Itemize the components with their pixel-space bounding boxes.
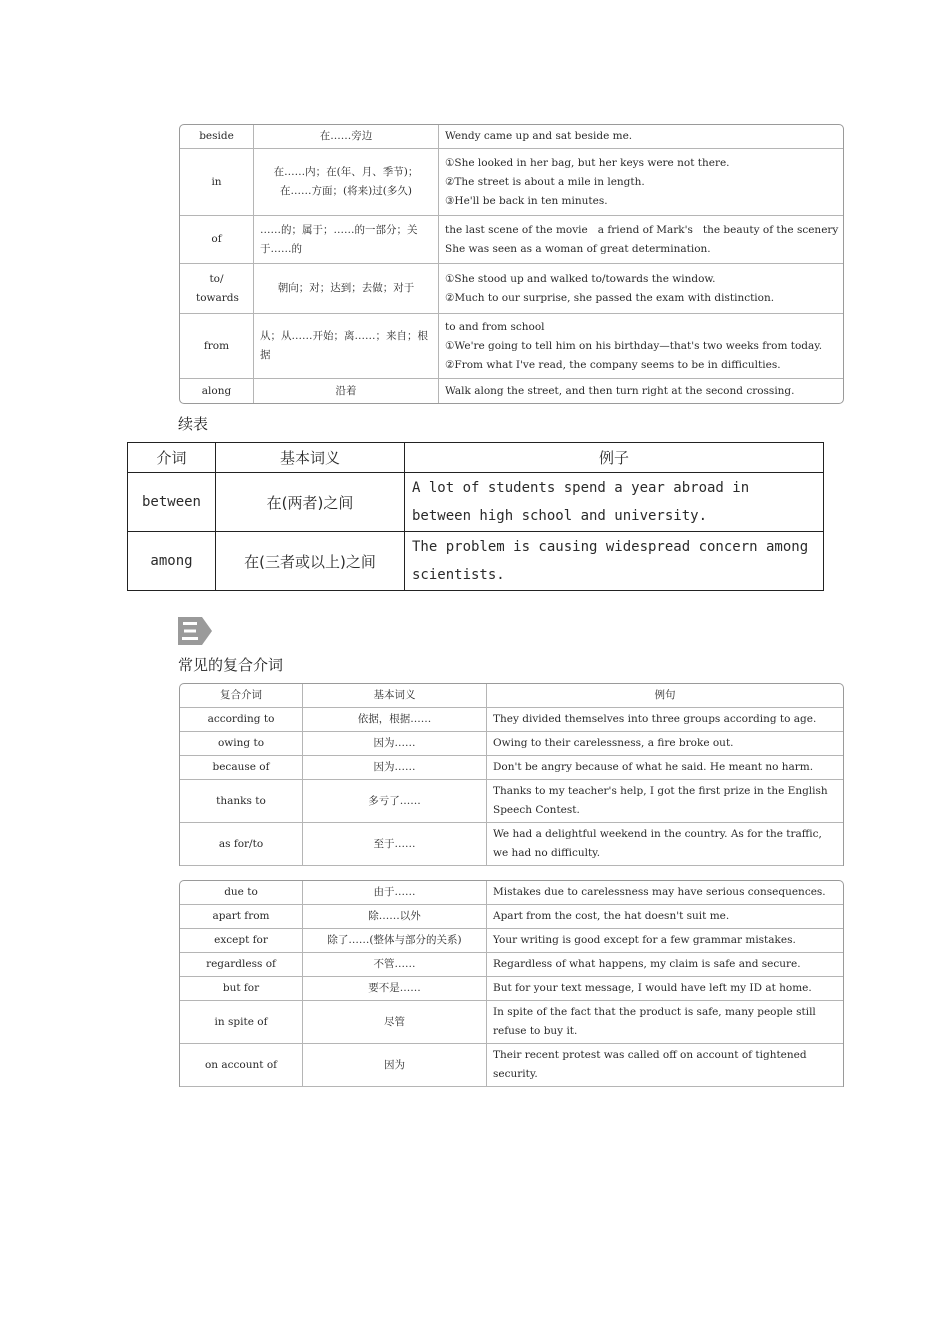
column-header: 基本词义 xyxy=(216,443,405,473)
meaning-cell: 由于…… xyxy=(303,881,487,905)
example-line: the last scene of the movie a friend of Mark's the beauty of the scenery xyxy=(445,223,839,236)
preposition-cell: regardless of xyxy=(180,953,303,977)
preposition-cell: as for/to xyxy=(180,823,303,866)
table-row xyxy=(180,125,843,149)
preposition-cell: thanks to xyxy=(180,780,303,823)
preposition-cell: owing to xyxy=(180,732,303,756)
table-row xyxy=(180,264,843,314)
preposition-cell: according to xyxy=(180,708,303,732)
meaning-cell: 因为…… xyxy=(303,732,487,756)
example-cell: Owing to their carelessness, a fire broke out. xyxy=(487,732,843,756)
example-cell: A lot of students spend a year abroad in between high school and university. xyxy=(405,473,824,532)
example-line: She was seen as a woman of great determination. xyxy=(445,242,711,255)
example-cell: But for your text message, I would have left my ID at home. xyxy=(487,977,843,1001)
table-row xyxy=(180,1001,843,1044)
table-row xyxy=(180,314,843,379)
example-cell: Thanks to my teacher's help, I got the first prize in the English Speech Contest. xyxy=(487,780,843,823)
column-header: 基本词义 xyxy=(303,684,487,708)
continued-table-label: 续表 xyxy=(178,415,209,433)
meaning-cell: 依据，根据…… xyxy=(303,708,487,732)
preposition-cell: in xyxy=(180,149,254,216)
example-cell: In spite of the fact that the product is safe, many people still refuse to buy it. xyxy=(487,1001,843,1044)
preposition-cell: due to xyxy=(180,881,303,905)
example-cell: They divided themselves into three groups according to age. xyxy=(487,708,843,732)
table-header-row xyxy=(180,684,843,708)
meaning-cell: 朝向；对；达到；去做；对于 xyxy=(254,264,439,314)
example-line: ②The street is about a mile in length. xyxy=(445,175,645,188)
table-header-row xyxy=(128,443,824,473)
example-cell: Apart from the cost, the hat doesn't suit me. xyxy=(487,905,843,929)
table-row xyxy=(180,1044,843,1087)
example-cell: Don't be angry because of what he said. He meant no harm. xyxy=(487,756,843,780)
compound-preposition-table-1 xyxy=(179,683,844,866)
meaning-cell: 在(两者)之间 xyxy=(216,473,405,532)
example-cell xyxy=(439,125,843,149)
table-row xyxy=(180,216,843,264)
meaning-cell: 要不是…… xyxy=(303,977,487,1001)
table-row xyxy=(180,756,843,780)
table-row xyxy=(180,379,843,403)
example-cell xyxy=(439,149,843,216)
preposition-cell: between xyxy=(128,473,216,532)
meaning-cell: 在……旁边 xyxy=(254,125,439,149)
meaning-cell: 因为 xyxy=(303,1044,487,1087)
table-row xyxy=(180,929,843,953)
meaning-cell: 从；从……开始；离……；来自；根据 xyxy=(254,314,439,379)
preposition-cell: but for xyxy=(180,977,303,1001)
column-header: 介词 xyxy=(128,443,216,473)
table-row xyxy=(180,953,843,977)
example-cell xyxy=(439,216,843,264)
table-row xyxy=(180,732,843,756)
meaning-cell: ……的；属于；……的一部分；关于……的 xyxy=(254,216,439,264)
section-title: 常见的复合介词 xyxy=(178,656,284,674)
table-row xyxy=(128,473,824,532)
example-line: ①We're going to tell him on his birthday—that's two weeks from today. xyxy=(445,339,823,352)
preposition-table-1 xyxy=(179,124,844,404)
preposition-cell: of xyxy=(180,216,254,264)
meaning-cell: 至于…… xyxy=(303,823,487,866)
example-cell: Their recent protest was called off on account of tightened security. xyxy=(487,1044,843,1087)
section-number-three-icon xyxy=(178,617,212,645)
table-row xyxy=(180,149,843,216)
example-cell: Mistakes due to carelessness may have serious consequences. xyxy=(487,881,843,905)
example-cell xyxy=(439,379,843,403)
meaning-cell: 不管…… xyxy=(303,953,487,977)
preposition-cell: except for xyxy=(180,929,303,953)
preposition-cell: beside xyxy=(180,125,254,149)
table-row xyxy=(180,881,843,905)
preposition-cell: from xyxy=(180,314,254,379)
table-row xyxy=(180,905,843,929)
example-line: Walk along the street, and then turn right at the second crossing. xyxy=(445,384,795,397)
example-cell: Your writing is good except for a few grammar mistakes. xyxy=(487,929,843,953)
table-row xyxy=(180,708,843,732)
preposition-cell: on account of xyxy=(180,1044,303,1087)
meaning-cell: 除……以外 xyxy=(303,905,487,929)
table-row xyxy=(128,532,824,591)
example-line: Wendy came up and sat beside me. xyxy=(445,130,633,142)
preposition-cell: to/ towards xyxy=(180,264,254,314)
example-cell: We had a delightful weekend in the country. As for the traffic, we had no difficulty. xyxy=(487,823,843,866)
example-line: ②From what I've read, the company seems to be in difficulties. xyxy=(445,358,781,371)
preposition-cell: because of xyxy=(180,756,303,780)
meaning-cell: 尽管 xyxy=(303,1001,487,1044)
meaning-cell: 在(三者或以上)之间 xyxy=(216,532,405,591)
example-cell: Regardless of what happens, my claim is safe and secure. xyxy=(487,953,843,977)
example-line: ①She stood up and walked to/towards the window. xyxy=(445,272,716,285)
example-cell: The problem is causing widespread concern among scientists. xyxy=(405,532,824,591)
preposition-cell: among xyxy=(128,532,216,591)
meaning-cell: 多亏了…… xyxy=(303,780,487,823)
column-header: 例子 xyxy=(405,443,824,473)
meaning-cell: 除了……(整体与部分的关系) xyxy=(303,929,487,953)
column-header: 例句 xyxy=(487,684,843,708)
preposition-cell: along xyxy=(180,379,254,403)
example-cell xyxy=(439,314,843,379)
preposition-cell: in spite of xyxy=(180,1001,303,1044)
compound-preposition-table-2 xyxy=(179,880,844,1087)
example-line: ①She looked in her bag, but her keys were not there. xyxy=(445,156,730,169)
meaning-cell: 因为…… xyxy=(303,756,487,780)
preposition-table-2 xyxy=(127,442,824,591)
meaning-cell: 在……内；在(年、月、季节)；在……方面；(将来)过(多久) xyxy=(254,149,439,216)
example-cell xyxy=(439,264,843,314)
example-line: ③He'll be back in ten minutes. xyxy=(445,194,608,207)
table-row xyxy=(180,977,843,1001)
example-line: ②Much to our surprise, she passed the exam with distinction. xyxy=(445,291,775,304)
meaning-cell: 沿着 xyxy=(254,379,439,403)
example-line: to and from school xyxy=(445,320,545,333)
column-header: 复合介词 xyxy=(180,684,303,708)
table-row xyxy=(180,823,843,866)
table-row xyxy=(180,780,843,823)
preposition-cell: apart from xyxy=(180,905,303,929)
